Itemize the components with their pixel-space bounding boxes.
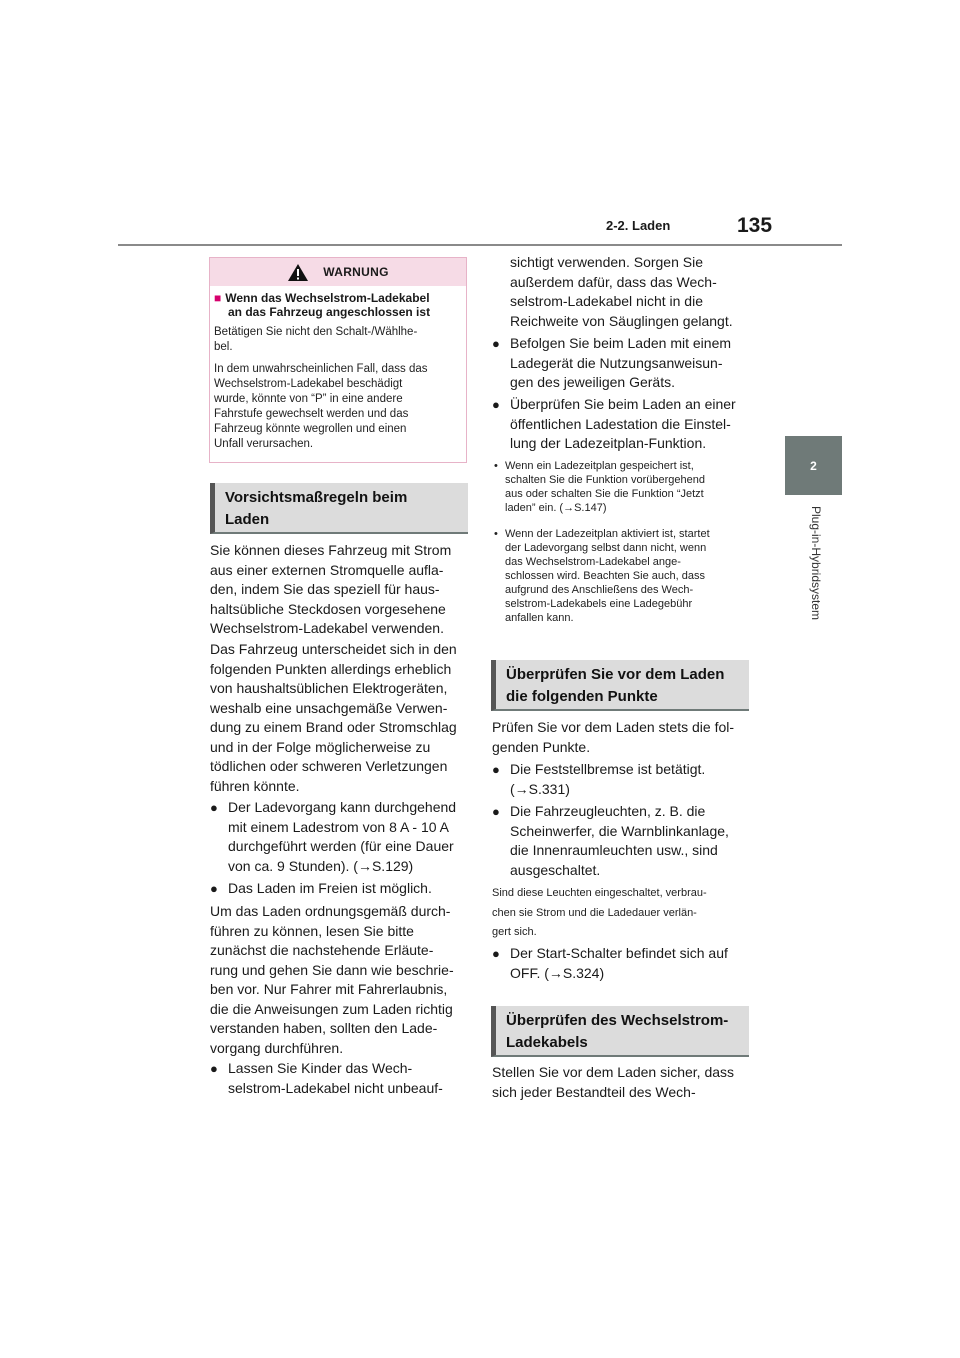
warning-paragraph: [214, 362, 464, 452]
text-line: mit einem Ladestrom von 8 A - 10 A: [228, 818, 450, 835]
text-line: Um das Laden ordnungsgemäß durch-: [210, 903, 451, 919]
text-line: Stellen Sie vor dem Laden sicher, dass: [492, 1064, 735, 1080]
text-line: aus einer externen Stromquelle aufla-: [210, 561, 444, 578]
text-line: gert sich.: [492, 926, 537, 938]
small-bullet-icon: •: [494, 528, 498, 540]
text-line: vorgang durchführen.: [210, 1039, 344, 1056]
bullet-item: [210, 1059, 470, 1098]
text-line: Betätigen Sie nicht den Schalt-/Wählhe-: [214, 326, 418, 338]
paragraph-continued: [510, 253, 755, 331]
bullet-icon: ●: [210, 1061, 218, 1076]
text-line: Wenn der Ladezeitplan aktiviert ist, startet: [505, 528, 710, 540]
text-line: die die Anweisungen zum Laden richtig: [210, 1000, 453, 1017]
square-bullet-icon: ■: [214, 291, 222, 305]
text-line: schlossen wird. Beachten Sie auch, dass: [505, 570, 705, 582]
text-line: chen sie Strom und die Ladedauer verlän-: [492, 906, 697, 919]
text-line: durchgeführt werden (für eine Dauer: [228, 838, 454, 854]
warning-paragraph: [214, 325, 464, 355]
bullet-item: [492, 334, 756, 393]
text-line: folgenden Punkten allerdings erheblich: [210, 660, 452, 677]
text-line: den, indem Sie das speziell für haus-: [210, 581, 440, 597]
warning-heading-line: an das Fahrzeug angeschlossen ist: [228, 305, 431, 319]
text-line: selstrom-Ladekabel nicht unbeauf-: [228, 1079, 443, 1096]
text-line: Die Feststellbremse ist betätigt.: [510, 761, 706, 777]
text-line: Die Fahrzeugleuchten, z. B. die: [510, 803, 706, 819]
text-line: Das Laden im Freien ist möglich.: [228, 880, 432, 896]
heading-line: Überprüfen Sie vor dem Laden: [506, 666, 725, 683]
text-line: Wechselstrom-Ladekabel verwenden.: [210, 620, 444, 636]
text-line: Der Start-Schalter befindet sich auf: [510, 945, 728, 961]
text-line: Sind diese Leuchten eingeschaltet, verbrau-: [492, 887, 707, 899]
paragraph: [210, 902, 470, 1058]
text-line: Scheinwerfer, die Warnblinkanlage,: [510, 822, 729, 839]
heading-line: Vorsichtsmaßregeln beim: [225, 489, 408, 506]
heading-line: Überprüfen des Wechselstrom-: [506, 1012, 729, 1029]
text-line: Befolgen Sie beim Laden mit einem: [510, 335, 732, 351]
warning-heading: [214, 291, 462, 319]
text-line: öffentlichen Ladestation die Einstel-: [510, 415, 731, 432]
section-heading: [491, 1006, 749, 1057]
text-line: Der Ladevorgang kann durchgehend: [228, 799, 457, 815]
text-line: Wechselstrom-Ladekabel beschädigt: [214, 378, 403, 390]
text-line: Prüfen Sie vor dem Laden stets die fol-: [492, 719, 735, 735]
text-line: sichtigt verwenden. Sorgen Sie: [510, 254, 703, 270]
warning-title: WARNUNG: [323, 265, 389, 279]
bullet-item: [492, 395, 756, 454]
text-line: dung zu einem Brand oder Stromschlag: [210, 719, 457, 735]
text-line: Das Fahrzeug unterscheidet sich in den: [210, 641, 457, 657]
text-line: aus oder schalten Sie die Funktion “Jetzt: [505, 488, 704, 500]
warning-heading-line: Wenn das Wechselstrom-Ladekabel: [225, 291, 430, 305]
paragraph: [492, 1063, 756, 1102]
text-line: In dem unwahrscheinlichen Fall, dass das: [214, 363, 428, 375]
text-line: Unfall verursachen.: [214, 438, 314, 450]
bullet-icon: ●: [492, 804, 500, 819]
bullet-item: [492, 944, 756, 983]
text-line: selstrom-Ladekabels eine Ladegebühr: [505, 598, 693, 610]
text-line: Wenn ein Ladezeitplan gespeichert ist,: [505, 460, 694, 472]
text-line: anfallen kann.: [505, 612, 574, 624]
bullet-item: [492, 802, 756, 880]
text-line: sich jeder Bestandteil des Wech-: [492, 1083, 696, 1100]
paragraph: [492, 718, 756, 757]
text-line: führen könnte.: [210, 777, 300, 794]
note-item: [492, 459, 754, 515]
text-line: Überprüfen Sie beim Laden an einer: [510, 396, 736, 412]
heading-line: Laden: [225, 511, 270, 528]
bullet-item: [492, 760, 756, 799]
text-line: schalten Sie die Funktion vorübergehend: [505, 474, 705, 486]
note-paragraph: [492, 884, 756, 943]
text-line: außerdem dafür, dass das Wech-: [510, 273, 717, 290]
text-line: weshalb eine unsachgemäße Verwen-: [210, 699, 448, 716]
bullet-icon: ●: [492, 762, 500, 777]
text-line: der Ladevorgang selbst dann nicht, wenn: [505, 542, 707, 554]
text-line: Reichweite von Säuglingen gelangt.: [510, 312, 733, 329]
text-line: Ladegerät die Nutzungsanweisun-: [510, 354, 723, 371]
text-line: gen des jeweiligen Geräts.: [510, 374, 675, 390]
page-number: 135: [737, 214, 773, 237]
bullet-icon: ●: [210, 800, 218, 815]
text-line: genden Punkte.: [492, 738, 591, 755]
text-line: zunächst die nachstehende Erläute-: [210, 942, 434, 958]
paragraph: [210, 640, 470, 796]
bullet-icon: ●: [492, 336, 500, 351]
text-line: rung und gehen Sie dann wie beschrie-: [210, 961, 454, 978]
bullet-icon: ●: [210, 881, 218, 896]
text-line: und in der Folge möglicherweise zu: [210, 738, 431, 755]
text-line: Sie können dieses Fahrzeug mit Strom: [210, 542, 452, 558]
text-line: verstanden haben, sollten den Lade-: [210, 1020, 438, 1036]
text-line: aufgrund des Anschließens des Wech-: [505, 584, 694, 596]
section-heading: [491, 660, 749, 711]
chapter-tab[interactable]: 2: [785, 436, 842, 495]
warning-header: [210, 258, 466, 286]
text-line: ausgeschaltet.: [510, 861, 601, 878]
text-line: haltsübliche Steckdosen vorgesehene: [210, 600, 446, 617]
text-line: Fahrstufe gewechselt werden und das: [214, 408, 409, 420]
small-bullet-icon: •: [494, 460, 498, 472]
text-line: die Innenraumleuchten usw., sind: [510, 842, 718, 858]
text-line: selstrom-Ladekabel nicht in die: [510, 293, 703, 309]
bullet-item: [210, 798, 470, 876]
text-line: OFF. (→S.324): [510, 964, 605, 981]
section-label: 2-2. Laden: [606, 218, 671, 233]
text-line: von haushaltsüblichen Elektrogeräten,: [210, 680, 448, 696]
section-heading: [210, 483, 468, 534]
text-line: bel.: [214, 341, 233, 353]
bullet-item: [210, 879, 470, 899]
heading-line: Ladekabels: [506, 1034, 588, 1051]
warning-triangle-icon: [287, 263, 309, 282]
text-line: laden” ein. (→S.147): [505, 502, 607, 514]
heading-line: die folgenden Punkte: [506, 688, 658, 705]
bullet-icon: ●: [492, 946, 500, 961]
text-line: führen zu können, lesen Sie bitte: [210, 922, 414, 939]
chapter-label: Plug-in-Hybridsystem: [809, 506, 823, 621]
text-line: das Wechselstrom-Ladekabel ange-: [505, 556, 681, 568]
header-rule: [118, 244, 842, 246]
text-line: Lassen Sie Kinder das Wech-: [228, 1060, 413, 1076]
text-line: (→S.331): [510, 780, 570, 797]
text-line: tödlichen oder schweren Verletzungen: [210, 758, 448, 774]
text-line: wurde, könnte von “P” in eine andere: [214, 393, 403, 405]
text-line: lung der Ladezeitplan-Funktion.: [510, 435, 707, 451]
paragraph: [210, 541, 470, 639]
note-item: [492, 527, 754, 625]
text-line: Fahrzeug könnte wegrollen und einen: [214, 423, 407, 435]
text-line: ben vor. Nur Fahrer mit Fahrerlaubnis,: [210, 981, 448, 997]
bullet-icon: ●: [492, 397, 500, 412]
text-line: von ca. 9 Stunden). (→S.129): [228, 857, 414, 874]
